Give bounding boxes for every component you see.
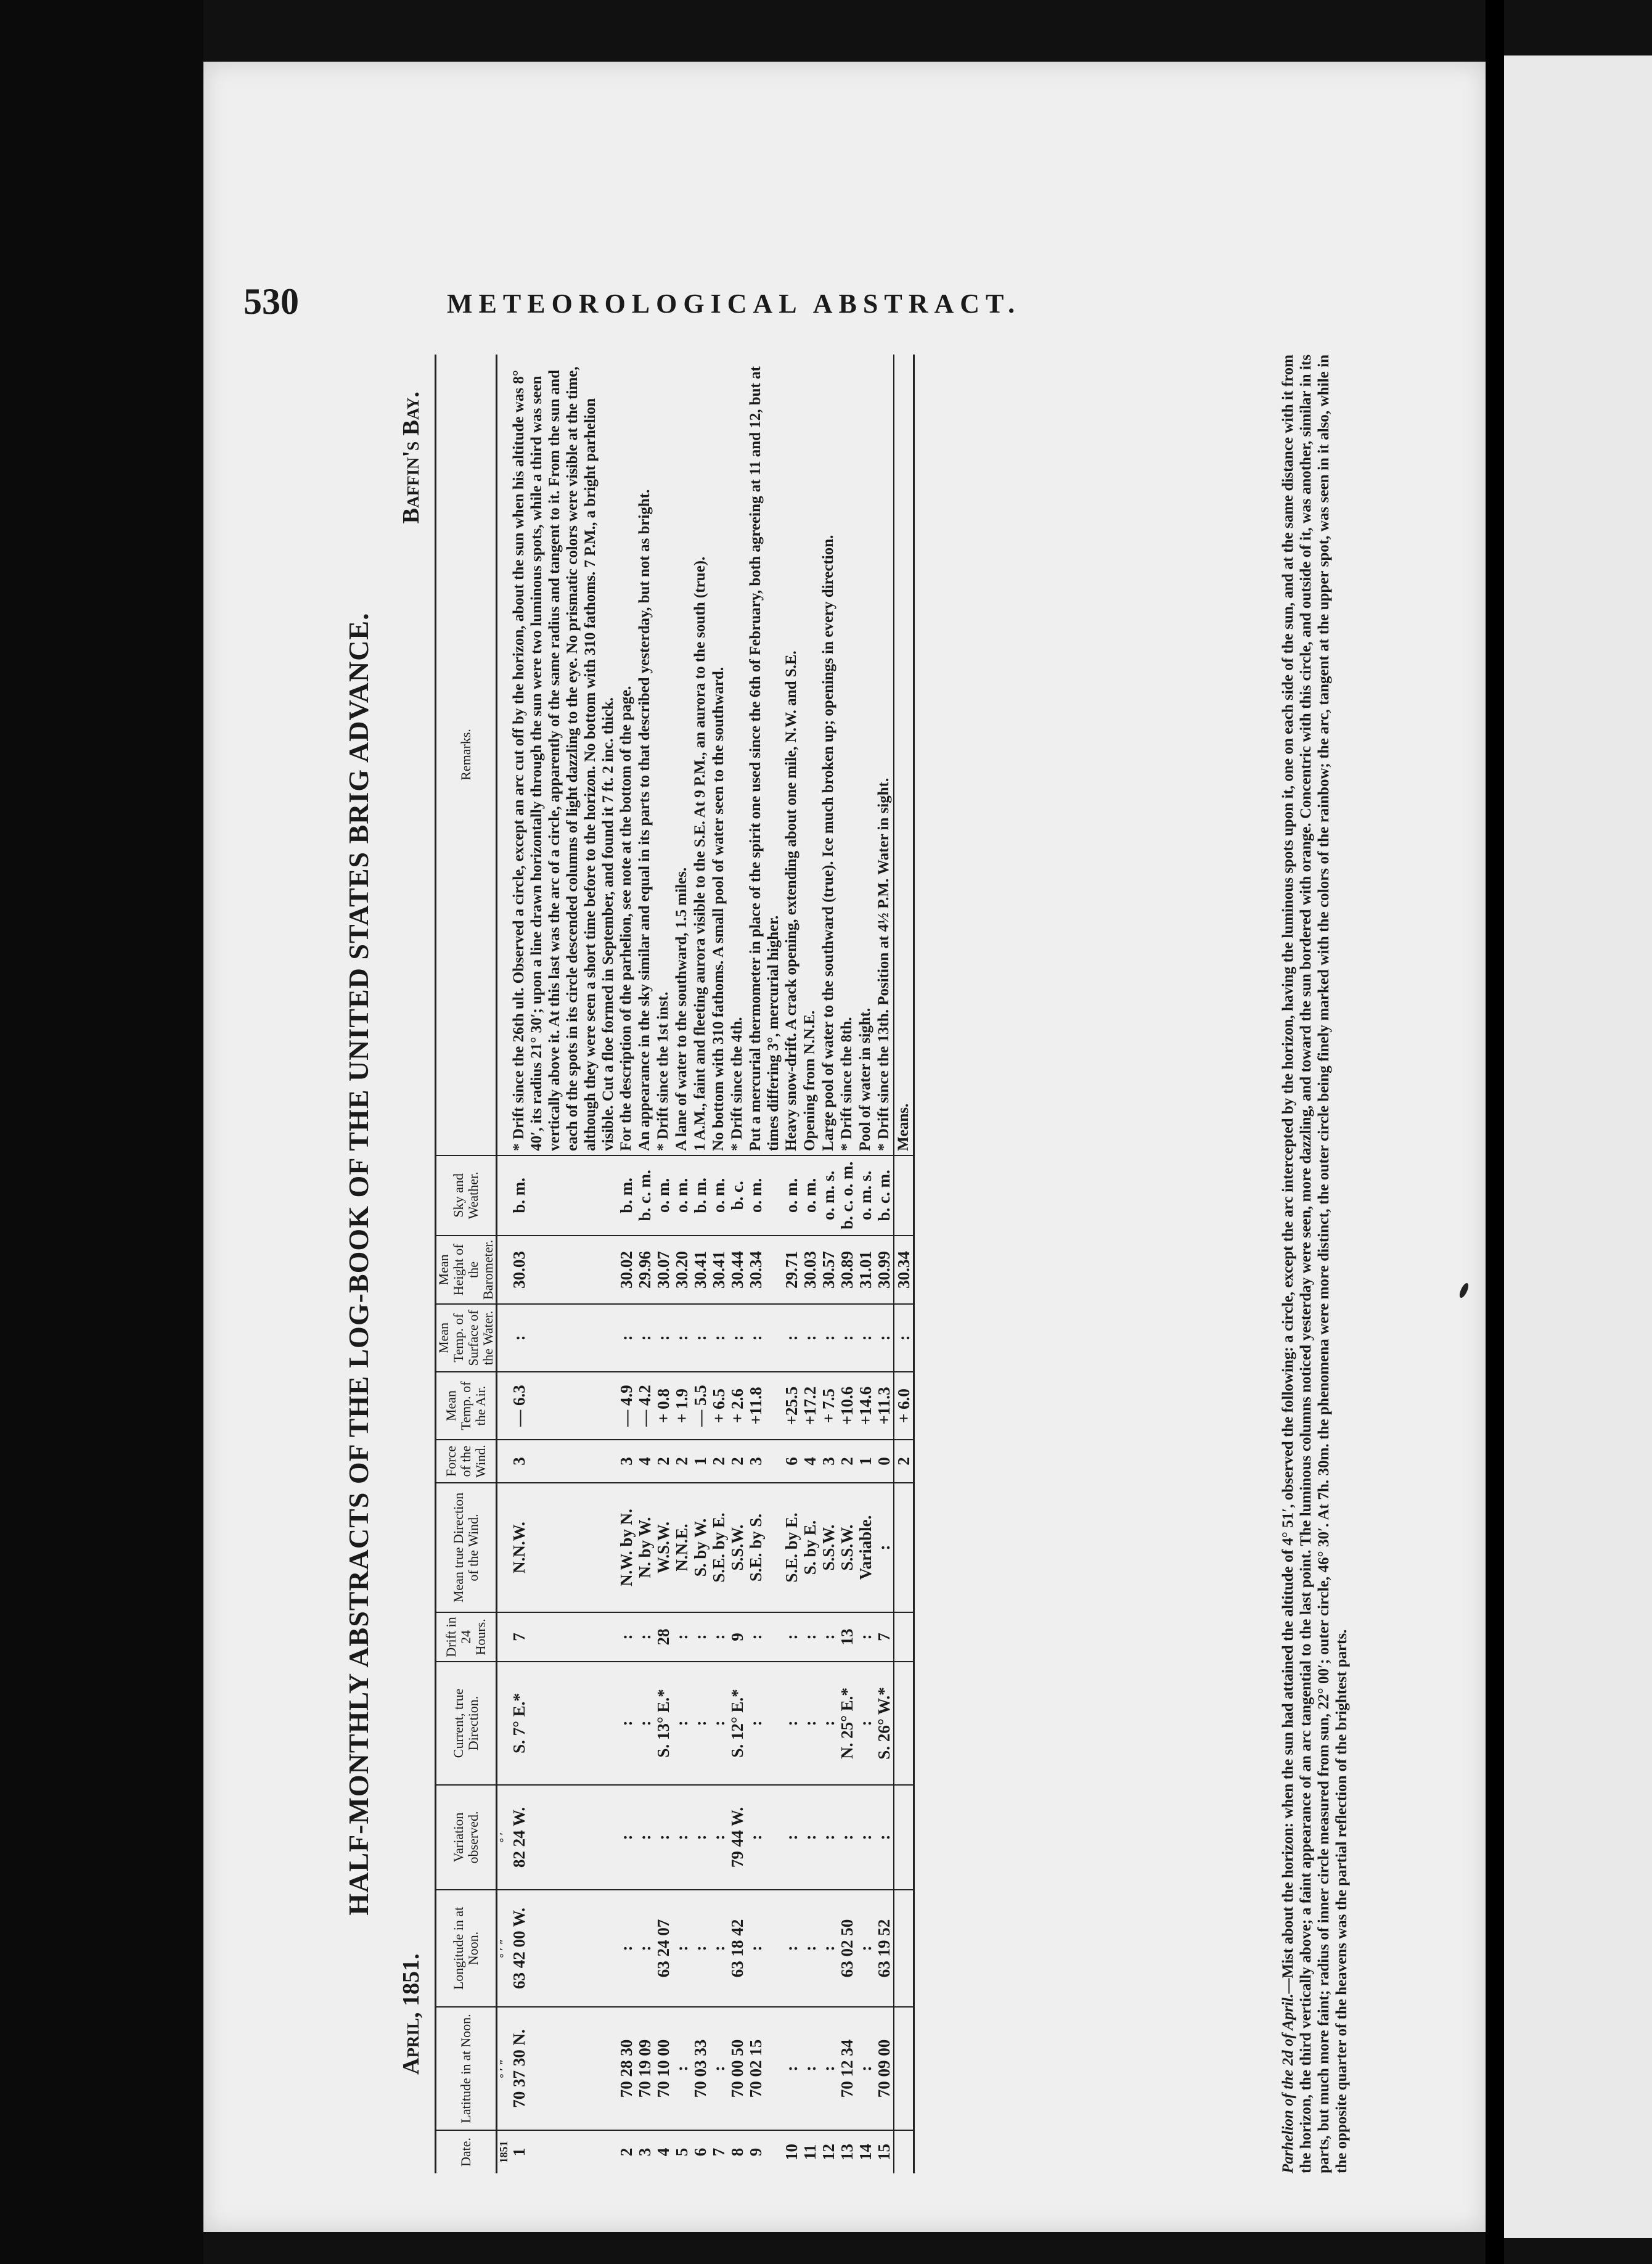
cell-drift: : <box>636 1612 654 1662</box>
cell-current: : <box>746 1662 782 1785</box>
col-header: Longitude in at Noon. <box>436 1890 497 2007</box>
table-title: HALF-MONTHLY ABSTRACTS OF THE LOG-BOOK OF THE UNITED STATES BRIG ADVANCE. <box>343 612 374 1916</box>
cell-force: 3 <box>746 1440 782 1483</box>
col-header: Mean Temp. of Surface of the Water. <box>436 1304 497 1372</box>
table-row <box>617 355 636 2173</box>
cell-sky: o. m. s. <box>819 1155 838 1236</box>
cell-air: — 6.3 <box>510 1372 617 1440</box>
cell-water: : <box>510 1304 617 1372</box>
cell-lon: : <box>819 1890 838 2007</box>
cell-baro: 30.02 <box>617 1236 636 1304</box>
cell-water: : <box>746 1304 782 1372</box>
rotated-abstract <box>342 355 1421 2173</box>
table-row <box>838 355 856 2173</box>
units-cell: ° ′ ″ <box>497 2007 510 2130</box>
cell-current: S. 12° E.* <box>728 1662 746 1785</box>
cell-sky: b. c. o. m. <box>838 1155 856 1236</box>
cell-sky: o. m. <box>654 1155 673 1236</box>
col-header: Sky and Weather. <box>436 1155 497 1236</box>
cell-remarks: * Drift since the 4th. <box>728 355 746 1155</box>
cell-wind: S. by E. <box>801 1483 819 1612</box>
cell-remarks: * Drift since the 8th. <box>838 355 856 1155</box>
cell-drift: 7 <box>510 1612 617 1662</box>
cell-water: : <box>691 1304 709 1372</box>
cell-water: : <box>654 1304 673 1372</box>
cell-remarks: No bottom with 310 fathoms. A small pool of water seen to the southward. <box>709 355 728 1155</box>
cell-drift: : <box>617 1612 636 1662</box>
page-header <box>243 281 1168 330</box>
table-row <box>636 355 654 2173</box>
cell-baro: 29.96 <box>636 1236 654 1304</box>
cell-drift: : <box>856 1612 875 1662</box>
cell-var: 79 44 W. <box>728 1785 746 1890</box>
cell-var: : <box>875 1785 894 1890</box>
cell-var: : <box>636 1785 654 1890</box>
cell-baro: 30.99 <box>875 1236 894 1304</box>
facing-page-edge <box>1504 55 1652 2238</box>
cell-lon: : <box>709 1890 728 2007</box>
cell-baro: 30.57 <box>819 1236 838 1304</box>
cell-lon: : <box>691 1890 709 2007</box>
page-number: 530 <box>243 281 299 322</box>
cell-drift: 9 <box>728 1612 746 1662</box>
cell-sky: o. m. s. <box>856 1155 875 1236</box>
means-empty <box>894 1890 914 2007</box>
running-head: METEOROLOGICAL ABSTRACT. <box>447 289 1021 319</box>
cell-current: : <box>856 1662 875 1785</box>
cell-sky: o. m. <box>801 1155 819 1236</box>
cell-sky: o. m. <box>746 1155 782 1236</box>
cell-sky: b. m. <box>617 1155 636 1236</box>
cell-date: 1 <box>510 2147 528 2157</box>
cell-air: +11.3 <box>875 1372 894 1440</box>
year-row <box>497 355 510 2173</box>
cell-water: : <box>709 1304 728 1372</box>
means-empty <box>894 1785 914 1890</box>
col-header: Force of the Wind. <box>436 1440 497 1483</box>
cell-water: : <box>801 1304 819 1372</box>
cell-water: : <box>782 1304 801 1372</box>
cell-baro: 31.01 <box>856 1236 875 1304</box>
cell-var: : <box>654 1785 673 1890</box>
cell-current: : <box>617 1662 636 1785</box>
cell-wind: N. by W. <box>636 1483 654 1612</box>
col-header: Mean Temp. of the Air. <box>436 1372 497 1440</box>
cell-lat: 70 37 30 N. <box>510 2007 617 2130</box>
col-header: Latitude in at Noon. <box>436 2007 497 2130</box>
cell-lon: : <box>782 1890 801 2007</box>
cell-air: + 6.5 <box>709 1372 728 1440</box>
cell-current: : <box>709 1662 728 1785</box>
cell-wind: N.W. by N. <box>617 1483 636 1612</box>
cell-air: — 4.2 <box>636 1372 654 1440</box>
cell-lon: : <box>617 1890 636 2007</box>
means-empty <box>894 2007 914 2130</box>
cell-remarks: * Drift since the 13th. Position at 4½ P.M. Water in sight. <box>875 355 894 1155</box>
scan-edge <box>0 0 203 2264</box>
cell-lat: 70 03 33 <box>691 2007 709 2130</box>
cell-lat: : <box>782 2007 801 2130</box>
cell-water: : <box>636 1304 654 1372</box>
cell-sky: o. m. <box>782 1155 801 1236</box>
cell-remarks: * Drift since the 26th ult. Observed a circle, except an arc cut off by the horizon, about the sun when his altitude was 8° 40′, its radius 21° 30′; upon a line drawn horizontally through the sun were two luminous spots, while a third was seen vertically above it. At this last was the arc of a circle, apparently of the same radius and tangent to it. From the sun and each of the spots in its circle descended columns of light dazzling to the eye. No prismatic colors were visible at the time, although they were seen a short time before to the horizon. No bottom with 310 fathoms. 7 P.M., a bright parhelion visible. Cut a floe formed in September, and found it 7 ft. 2 inc. thick. <box>510 355 617 1155</box>
cell-current: S. 13° E.* <box>654 1662 673 1785</box>
cell-baro: 30.89 <box>838 1236 856 1304</box>
cell-current: : <box>673 1662 691 1785</box>
col-header: Variation observed. <box>436 1785 497 1890</box>
cell-force: 2 <box>673 1440 691 1483</box>
cell-lat: : <box>819 2007 838 2130</box>
table-row <box>691 355 709 2173</box>
cell-lat: 70 12 34 <box>838 2007 856 2130</box>
cell-air: +11.8 <box>746 1372 782 1440</box>
cell-water: : <box>875 1304 894 1372</box>
log-table <box>435 355 915 2173</box>
cell-air: + 7.5 <box>819 1372 838 1440</box>
cell-wind: S.E. by S. <box>746 1483 782 1612</box>
cell-var: : <box>838 1785 856 1890</box>
gutter-shadow <box>1486 0 1504 2264</box>
cell-remarks: An appearance in the sky similar and equal in its parts to that described yesterday, but not as bright. <box>636 355 654 1155</box>
cell-air: +25.5 <box>782 1372 801 1440</box>
cell-lat: : <box>856 2007 875 2130</box>
cell-var: : <box>709 1785 728 1890</box>
cell-date: 2 <box>617 2147 636 2157</box>
cell-date: 11 <box>801 2144 819 2160</box>
cell-force: 1 <box>691 1440 709 1483</box>
cell-force: 3 <box>510 1440 617 1483</box>
cell-drift: 13 <box>838 1612 856 1662</box>
cell-sky: b. c. m. <box>875 1155 894 1236</box>
table-row <box>654 355 673 2173</box>
cell-force: 1 <box>856 1440 875 1483</box>
cell-lat: 70 28 30 <box>617 2007 636 2130</box>
units-cell: ° ′ ″ <box>497 1890 510 2007</box>
cell-sky: b. c. m. <box>636 1155 654 1236</box>
cell-air: +14.6 <box>856 1372 875 1440</box>
col-header: Remarks. <box>436 355 497 1155</box>
cell-baro: 30.41 <box>709 1236 728 1304</box>
cell-date: 13 <box>838 2144 856 2160</box>
cell-lon: 63 19 52 <box>875 1890 894 2007</box>
cell-date: 12 <box>819 2144 838 2160</box>
cell-date: 8 <box>728 2147 746 2157</box>
cell-water: : <box>819 1304 838 1372</box>
cell-lat: : <box>801 2007 819 2130</box>
cell-current: : <box>819 1662 838 1785</box>
cell-current: : <box>801 1662 819 1785</box>
table-row <box>510 355 617 2173</box>
cell-lon: 63 24 07 <box>654 1890 673 2007</box>
cell-drift: 28 <box>654 1612 673 1662</box>
cell-drift: : <box>673 1612 691 1662</box>
units-cell: ° ′ <box>497 1785 510 1890</box>
cell-force: 3 <box>819 1440 838 1483</box>
means-row <box>894 355 914 2173</box>
cell-air: + 1.9 <box>673 1372 691 1440</box>
cell-water: : <box>838 1304 856 1372</box>
footnote-lead: Parhelion of the 2d of April. <box>1280 1993 1296 2173</box>
cell-var: : <box>782 1785 801 1890</box>
table-row <box>875 355 894 2173</box>
cell-baro: 30.44 <box>728 1236 746 1304</box>
cell-lon: : <box>801 1890 819 2007</box>
cell-date: 7 <box>709 2147 728 2157</box>
year-cell: 1851 <box>497 2141 510 2164</box>
means-empty <box>894 1662 914 1785</box>
col-header: Current, true Direction. <box>436 1662 497 1785</box>
cell-wind: N.N.E. <box>673 1483 691 1612</box>
cell-wind: S.E. by E. <box>709 1483 728 1612</box>
cell-wind: S.S.W. <box>819 1483 838 1612</box>
cell-current: : <box>636 1662 654 1785</box>
cell-wind: : <box>875 1483 894 1612</box>
table-row <box>673 355 691 2173</box>
cell-force: 0 <box>875 1440 894 1483</box>
cell-remarks: Put a mercurial thermometer in place of the spirit one used since the 6th of February, both agreeing at 11 and 12, but at times differing 3°, mercurial higher. <box>746 355 782 1155</box>
cell-date: 6 <box>691 2147 709 2157</box>
cell-date: 10 <box>782 2144 801 2160</box>
means-baro: 30.34 <box>894 1236 914 1304</box>
cell-force: 4 <box>636 1440 654 1483</box>
cell-current: S. 26° W.* <box>875 1662 894 1785</box>
cell-wind: S.S.W. <box>728 1483 746 1612</box>
cell-wind: S. by W. <box>691 1483 709 1612</box>
cell-drift: : <box>801 1612 819 1662</box>
cell-current: N. 25° E.* <box>838 1662 856 1785</box>
table-row <box>746 355 782 2173</box>
cell-force: 6 <box>782 1440 801 1483</box>
cell-wind: Variable. <box>856 1483 875 1612</box>
cell-date: 14 <box>856 2144 875 2160</box>
cell-baro: 30.07 <box>654 1236 673 1304</box>
cell-lat: 70 02 15 <box>746 2007 782 2130</box>
cell-air: + 2.6 <box>728 1372 746 1440</box>
means-water: : <box>894 1304 914 1372</box>
means-force: 2 <box>894 1440 914 1483</box>
means-empty <box>894 1483 914 1612</box>
cell-force: 2 <box>728 1440 746 1483</box>
cell-wind: S.E. by E. <box>782 1483 801 1612</box>
cell-lon: 63 02 50 <box>838 1890 856 2007</box>
cell-air: +17.2 <box>801 1372 819 1440</box>
table-row <box>856 355 875 2173</box>
cell-lon: : <box>636 1890 654 2007</box>
header-row <box>436 355 497 2173</box>
cell-drift: : <box>819 1612 838 1662</box>
cell-baro: 30.41 <box>691 1236 709 1304</box>
cell-water: : <box>673 1304 691 1372</box>
cell-water: : <box>728 1304 746 1372</box>
cell-air: — 5.5 <box>691 1372 709 1440</box>
cell-force: 4 <box>801 1440 819 1483</box>
table-row <box>819 355 838 2173</box>
cell-baro: 30.03 <box>510 1236 617 1304</box>
cell-remarks: Large pool of water to the southward (true). Ice much broken up; openings in every direction. <box>819 355 838 1155</box>
cell-lat: 70 00 50 <box>728 2007 746 2130</box>
means-air: + 6.0 <box>894 1372 914 1440</box>
cell-remarks: A lane of water to the southward, 1.5 miles. <box>673 355 691 1155</box>
cell-var: : <box>746 1785 782 1890</box>
cell-sky: o. m. <box>709 1155 728 1236</box>
parhelion-footnote <box>1279 355 1351 2173</box>
cell-baro: 30.20 <box>673 1236 691 1304</box>
means-empty <box>894 1612 914 1662</box>
footnote-text: —Mist about the horizon: when the sun had attained the altitude of 4° 51′, observed the following: a circle, except the arc intercepted by the horizon, having the luminous spots upon it, one on each side of the sun, and at the same distance with it from the horizon, the third vertically above; a faint appearance of an arc tangential to the last point. The luminous columns noticed yesterday were seen, more dazzling, and toward the sun bordered with orange. Concentric with this circle, and outside of it, was another, similar in its parts, but much more faint; radius of inner circle measured from sun, 22° 00′; outer circle, 46° 30′. At 7h. 30m. the phenomena were more distinct, the outer circle being finely marked with the colors of the rainbow; the arc, tangent at the upper spot, was seen in it also, while in the opposite quarter of the heavens was the partial reflection of the brightest parts. <box>1280 355 1350 2173</box>
table-row <box>782 355 801 2173</box>
col-header: Mean Height of the Barometer. <box>436 1236 497 1304</box>
cell-wind: W.S.W. <box>654 1483 673 1612</box>
cell-var: : <box>856 1785 875 1890</box>
cell-air: + 0.8 <box>654 1372 673 1440</box>
cell-baro: 30.34 <box>746 1236 782 1304</box>
means-label: Means. <box>894 355 914 1155</box>
cell-wind: S.S.W. <box>838 1483 856 1612</box>
cell-lon: 63 18 42 <box>728 1890 746 2007</box>
cell-date: 3 <box>636 2147 654 2157</box>
cell-drift: : <box>691 1612 709 1662</box>
cell-current: : <box>691 1662 709 1785</box>
region-label: Baffin's Bay. <box>398 392 424 524</box>
cell-lon: 63 42 00 W. <box>510 1890 617 2007</box>
cell-lat: 70 19 09 <box>636 2007 654 2130</box>
cell-air: — 4.9 <box>617 1372 636 1440</box>
table-row <box>801 355 819 2173</box>
col-header: Drift in 24 Hours. <box>436 1612 497 1662</box>
means-empty <box>894 2130 914 2173</box>
cell-var: 82 24 W. <box>510 1785 617 1890</box>
cell-lat: : <box>673 2007 691 2130</box>
cell-remarks: * Drift since the 1st inst. <box>654 355 673 1155</box>
col-header: Mean true Direction of the Wind. <box>436 1483 497 1612</box>
cell-sky: b. c. <box>728 1155 746 1236</box>
cell-drift: 7 <box>875 1612 894 1662</box>
cell-drift: : <box>709 1612 728 1662</box>
cell-force: 2 <box>709 1440 728 1483</box>
cell-date: 9 <box>746 2147 765 2157</box>
col-header: Date. <box>436 2130 497 2173</box>
cell-force: 2 <box>838 1440 856 1483</box>
cell-water: : <box>856 1304 875 1372</box>
month-label: April, 1851. <box>398 1953 424 2075</box>
cell-drift: : <box>782 1612 801 1662</box>
cell-baro: 30.03 <box>801 1236 819 1304</box>
cell-current: : <box>782 1662 801 1785</box>
cell-sky: o. m. <box>673 1155 691 1236</box>
cell-lat: 70 10 00 <box>654 2007 673 2130</box>
cell-remarks: 1 A.M., faint and fleeting aurora visible to the S.E. At 9 P.M., an aurora to the south (true). <box>691 355 709 1155</box>
cell-water: : <box>617 1304 636 1372</box>
cell-var: : <box>819 1785 838 1890</box>
cell-lat: : <box>709 2007 728 2130</box>
cell-force: 3 <box>617 1440 636 1483</box>
cell-lon: : <box>746 1890 782 2007</box>
cell-wind: N.N.W. <box>510 1483 617 1612</box>
cell-date: 4 <box>654 2147 673 2157</box>
cell-baro: 29.71 <box>782 1236 801 1304</box>
cell-date: 5 <box>673 2147 691 2157</box>
cell-var: : <box>673 1785 691 1890</box>
cell-var: : <box>691 1785 709 1890</box>
means-empty <box>894 1155 914 1236</box>
table-row <box>728 355 746 2173</box>
cell-remarks: Pool of water in sight. <box>856 355 875 1155</box>
cell-lat: 70 09 00 <box>875 2007 894 2130</box>
cell-sky: b. m. <box>510 1155 617 1236</box>
cell-remarks: Opening from N.N.E. <box>801 355 819 1155</box>
cell-drift: : <box>746 1612 782 1662</box>
cell-sky: b. m. <box>691 1155 709 1236</box>
cell-remarks: For the description of the parhelion, see note at the bottom of the page. <box>617 355 636 1155</box>
cell-lon: : <box>856 1890 875 2007</box>
cell-lon: : <box>673 1890 691 2007</box>
table-row <box>709 355 728 2173</box>
cell-var: : <box>801 1785 819 1890</box>
cell-remarks: Heavy snow-drift. A crack opening, extending about one mile, N.W. and S.E. <box>782 355 801 1155</box>
cell-current: S. 7° E.* <box>510 1662 617 1785</box>
cell-air: +10.6 <box>838 1372 856 1440</box>
cell-var: : <box>617 1785 636 1890</box>
cell-date: 15 <box>875 2144 893 2160</box>
cell-force: 2 <box>654 1440 673 1483</box>
